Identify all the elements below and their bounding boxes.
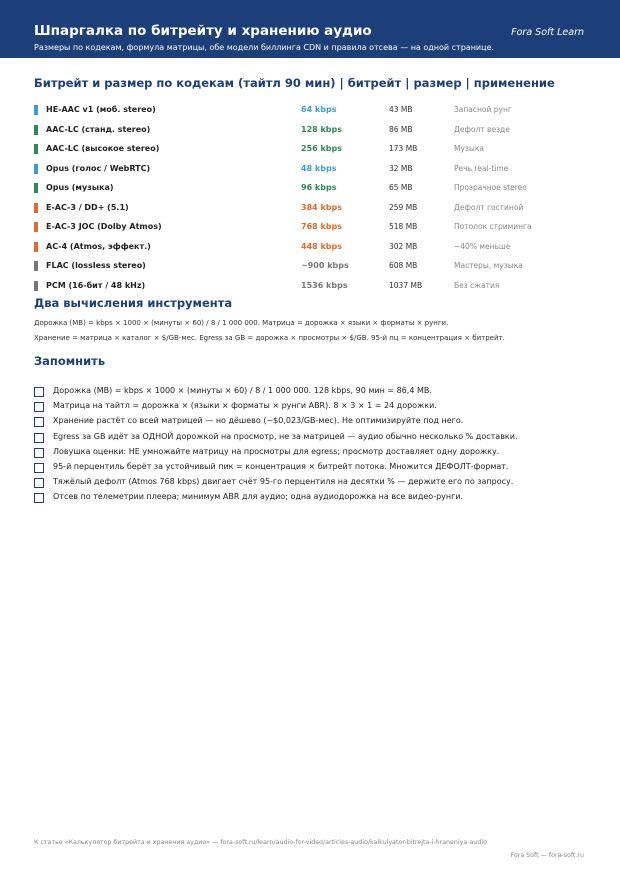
codec-row	[34, 278, 594, 298]
codec-name: Opus (музыка)	[46, 183, 114, 192]
remember-checklist	[34, 384, 594, 506]
codec-name: AAC-LC (станд. stereo)	[46, 124, 151, 134]
checklist-item-text: Ловушка оценки: НЕ умножайте матрицу на просмотры для egress; просмотр доставляет одну дорожку.	[53, 446, 500, 456]
codec-color-marker	[34, 105, 38, 115]
codec-bitrate: 96 kbps	[301, 183, 337, 192]
codec-use: Потолок стриминга	[454, 222, 532, 231]
codec-name: Opus (голос / WebRTC)	[46, 163, 151, 173]
checklist-item	[34, 490, 594, 505]
codec-color-marker	[34, 222, 38, 232]
codec-color-marker	[34, 203, 38, 213]
codec-bitrate: 64 kbps	[301, 105, 337, 114]
codec-color-marker	[34, 261, 38, 271]
codec-size: 86 MB	[389, 124, 413, 134]
codec-use: Музыка	[454, 144, 484, 153]
codec-row	[34, 102, 594, 122]
codec-color-marker	[34, 125, 38, 135]
page-title: Шпаргалка по битрейту и хранению аудио	[34, 23, 372, 39]
checklist-item-text: Дорожка (MB) = kbps × 1000 × (минуты × 60) / 8 / 1 000 000. 128 kbps, 90 мин = 86,4 MB.	[53, 386, 432, 395]
checklist-item-text: Egress за GB идёт за ОДНОЙ дорожкой на просмотр, не за матрицей — аудио обычно несколько % доставки.	[53, 431, 518, 441]
codec-size: 302 MB	[389, 241, 418, 251]
checklist-item-text: 95-й перцентиль берёт за устойчивый пик = концентрация × битрейт потока. Множится ДЕФОЛТ-формат.	[53, 461, 509, 471]
codec-use: Без сжатия	[454, 280, 500, 290]
footer-brand: Fora Soft — fora-soft.ru	[510, 852, 584, 859]
codec-row	[34, 258, 594, 278]
codec-color-marker	[34, 183, 38, 193]
codec-name: AAC-LC (высокое stereo)	[46, 144, 160, 153]
codec-row	[34, 219, 594, 239]
codec-name: HE-AAC v1 (моб. stereo)	[46, 105, 156, 114]
codec-bitrate: 1536 kbps	[301, 280, 348, 290]
codec-name: AC-4 (Atmos, эффект.)	[46, 241, 151, 251]
page-header	[0, 0, 620, 58]
codec-section-title: Битрейт и размер по кодекам (тайтл 90 мин) | битрейт | размер | применение	[34, 76, 555, 90]
checkbox[interactable]	[34, 448, 44, 458]
remember-section-title: Запомнить	[34, 354, 106, 368]
formula-line-1: Дорожка (MB) = kbps × 1000 × (минуты × 60) / 8 / 1 000 000. Матрица = дорожка × языки × форматы × рунги.	[34, 319, 449, 327]
checklist-item	[34, 414, 594, 429]
page-subtitle: Размеры по кодекам, формула матрицы, обе модели биллинга CDN и правила отсева — на одной странице.	[34, 43, 495, 52]
checklist-item-text: Тяжёлый дефолт (Atmos 768 kbps) двигает счёт 95-го перцентиля на десятки % — держите его по запросу.	[53, 477, 514, 487]
codec-row	[34, 141, 594, 161]
codec-bitrate: 448 kbps	[301, 241, 343, 251]
checkbox[interactable]	[34, 402, 44, 412]
checklist-item	[34, 430, 594, 445]
codec-size: 608 MB	[389, 261, 418, 270]
codec-use: Мастеры, музыка	[454, 261, 523, 270]
codec-color-marker	[34, 281, 38, 291]
codec-name: E-AC-3 / DD+ (5.1)	[46, 202, 129, 212]
codec-row	[34, 161, 594, 181]
codec-bitrate: 384 kbps	[301, 202, 343, 212]
codec-bitrate: ~900 kbps	[301, 261, 349, 270]
codec-bitrate: 256 kbps	[301, 144, 343, 153]
codec-row	[34, 239, 594, 259]
codec-row	[34, 122, 594, 142]
brand-label: Fora Soft Learn	[511, 27, 584, 38]
codec-size: 32 MB	[389, 163, 413, 173]
codec-use: Речь real-time	[454, 163, 509, 173]
codec-size: 1037 MB	[389, 280, 423, 290]
codec-row	[34, 200, 594, 220]
checklist-item	[34, 399, 594, 414]
codec-bitrate: 128 kbps	[301, 124, 343, 134]
codec-row	[34, 180, 594, 200]
checkbox[interactable]	[34, 417, 44, 427]
codec-use: Дефолт везде	[454, 124, 510, 134]
codec-size: 173 MB	[389, 144, 418, 153]
codec-use: ~40% меньше	[454, 241, 511, 251]
checkbox[interactable]	[34, 463, 44, 473]
codec-bitrate: 768 kbps	[301, 222, 343, 231]
codec-size: 518 MB	[389, 222, 418, 231]
codec-use: Запасной рунг	[454, 105, 512, 114]
checkbox[interactable]	[34, 493, 44, 503]
codec-name: E-AC-3 JOC (Dolby Atmos)	[46, 222, 162, 231]
codec-size: 65 MB	[389, 183, 413, 192]
checkbox[interactable]	[34, 433, 44, 443]
checklist-item-text: Хранение растёт со всей матрицей — но дёшево (~$0,023/GB-мес). Не оптимизируйте под него.	[53, 416, 464, 426]
footer-article-link: К статье «Калькулятор битрейта и хранения аудио» — fora-soft.ru/learn/audio-for-video/articles-audio/kalkulyator-bitrejta-i-hraneniya-audio	[34, 839, 487, 846]
checkbox[interactable]	[34, 387, 44, 397]
checklist-item	[34, 475, 594, 490]
checkbox[interactable]	[34, 478, 44, 488]
codec-color-marker	[34, 164, 38, 174]
codec-size: 259 MB	[389, 202, 418, 212]
codec-color-marker	[34, 144, 38, 154]
codec-color-marker	[34, 242, 38, 252]
checklist-item	[34, 460, 594, 475]
checklist-item	[34, 445, 594, 460]
checklist-item	[34, 384, 594, 399]
codec-use: Прозрачное stereo	[454, 183, 527, 192]
codec-name: FLAC (lossless stereo)	[46, 261, 146, 270]
codec-use: Дефолт гостиной	[454, 202, 524, 212]
checklist-item-text: Отсев по телеметрии плеера; минимум ABR для аудио; одна аудиодорожка на все видео-рунги.	[53, 492, 464, 502]
codec-size: 43 MB	[389, 105, 413, 114]
checklist-item-text: Матрица на тайтл = дорожка × (языки × форматы × рунги ABR). 8 × 3 × 1 = 24 дорожки.	[53, 401, 437, 411]
codec-name: PCM (16-бит / 48 kHz)	[46, 280, 146, 290]
codec-table	[34, 102, 594, 297]
calc-section-title: Два вычисления инструмента	[34, 296, 233, 310]
formula-line-2: Хранение = матрица × каталог × $/GB-мес. Egress за GB = дорожка × просмотры × $/GB. 95-й пц = концентрация × битрейт.	[34, 334, 505, 342]
codec-bitrate: 48 kbps	[301, 163, 337, 173]
